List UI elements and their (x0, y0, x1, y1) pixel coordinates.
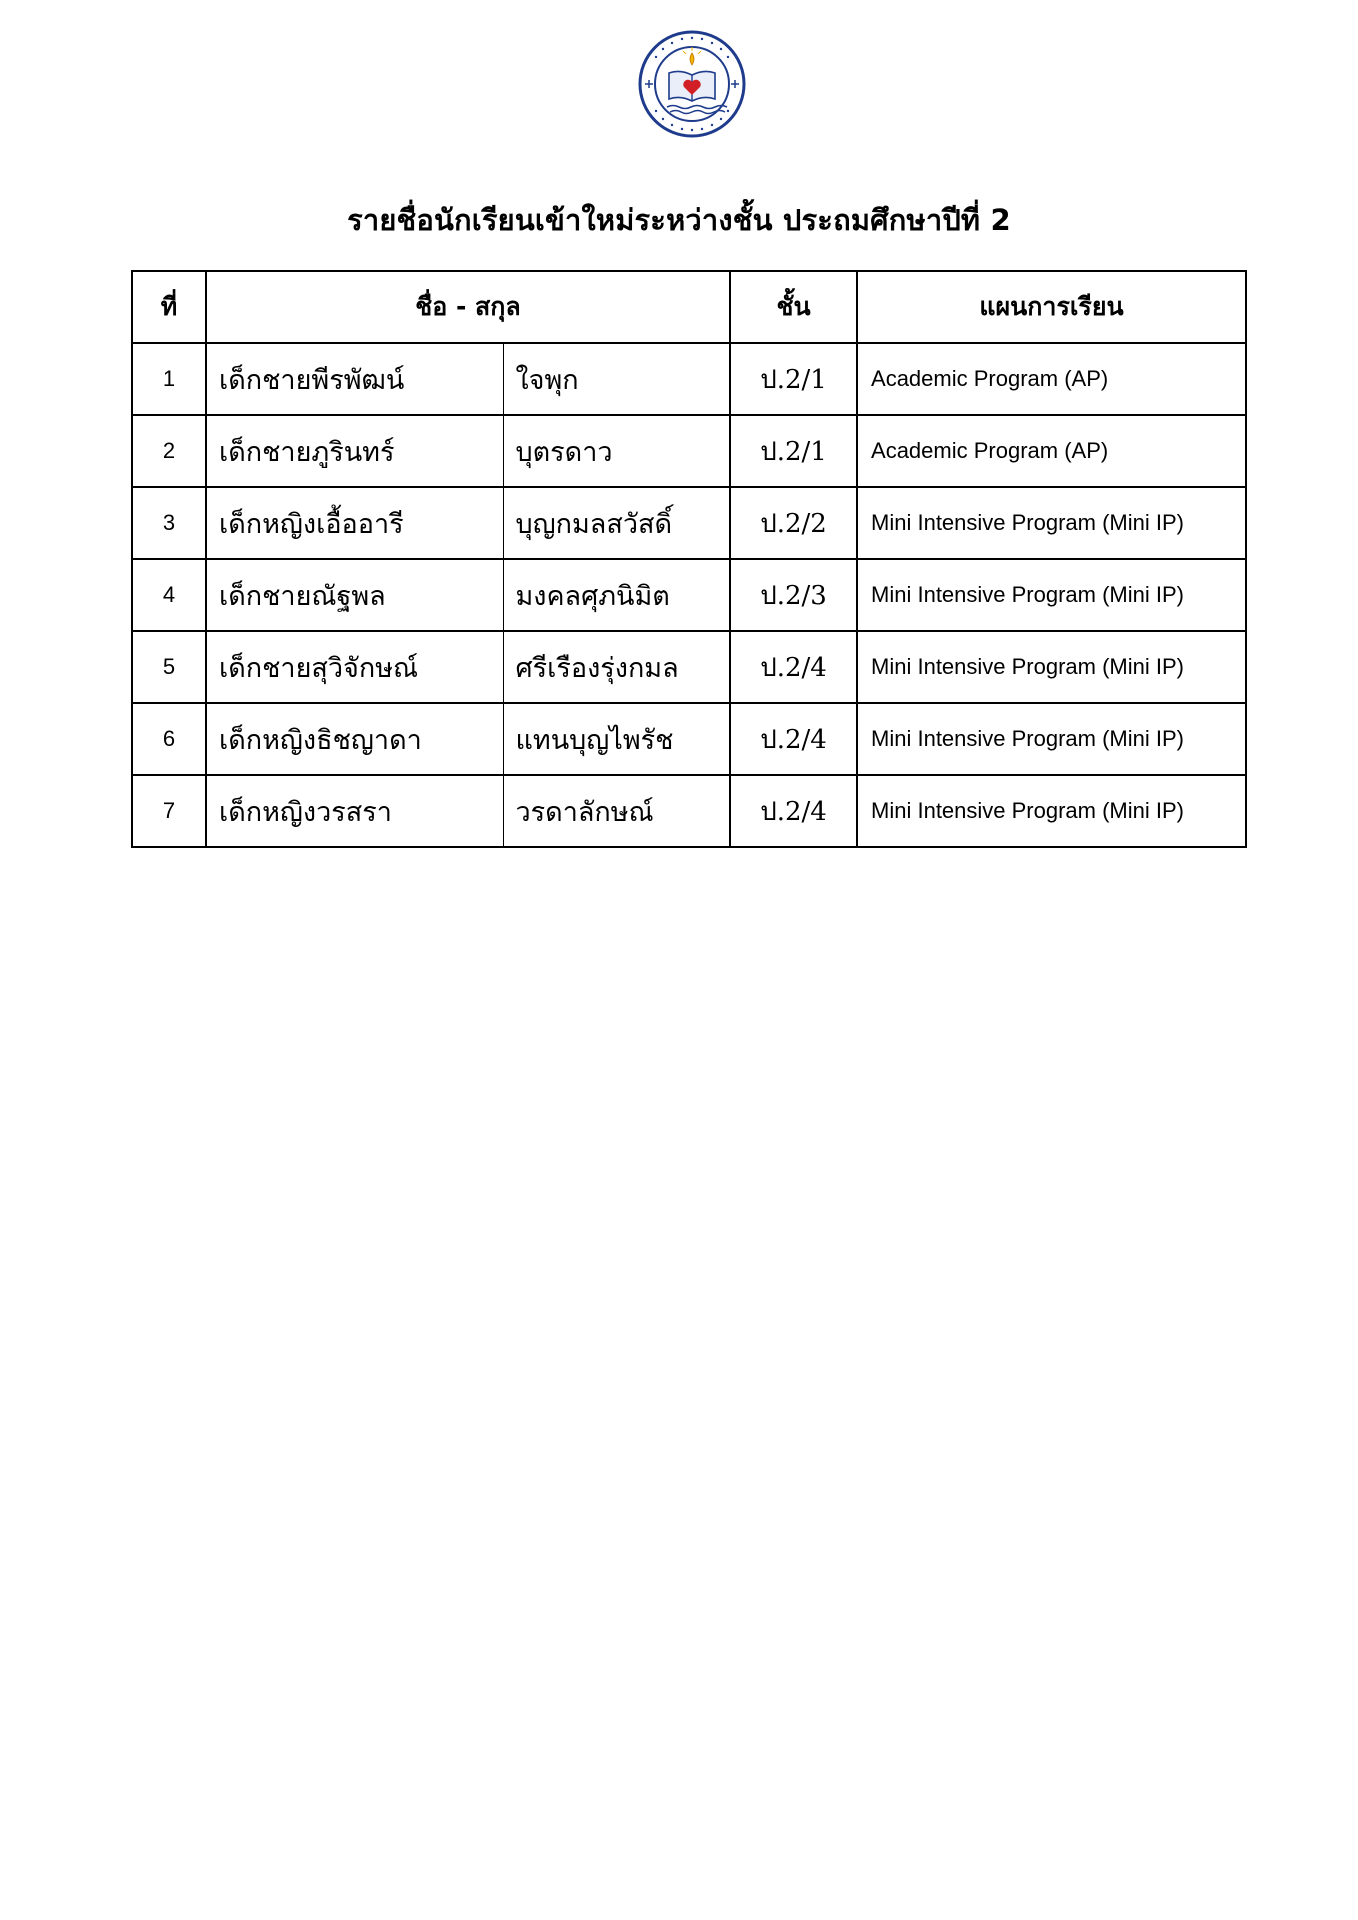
header-plan: แผนการเรียน (857, 271, 1246, 343)
row-class: ป.2/4 (730, 631, 857, 703)
row-number: 7 (132, 775, 206, 847)
table-row (132, 487, 1246, 559)
row-number: 5 (132, 631, 206, 703)
table-header-row (132, 271, 1246, 343)
row-last-name: บุญกมลสวัสดิ์ (503, 487, 730, 559)
row-first-name: เด็กหญิงธิชญาดา (206, 703, 503, 775)
row-first-name: เด็กหญิงเอื้ออารี (206, 487, 503, 559)
row-class: ป.2/1 (730, 343, 857, 415)
table-row (132, 631, 1246, 703)
table-row (132, 343, 1246, 415)
row-class: ป.2/4 (730, 703, 857, 775)
row-number: 3 (132, 487, 206, 559)
header-class: ชั้น (730, 271, 857, 343)
row-last-name: มงคลศุภนิมิต (503, 559, 730, 631)
page-title: รายชื่อนักเรียนเข้าใหม่ระหว่างชั้น ประถมศึกษาปีที่ 2 (347, 203, 1011, 237)
row-last-name: บุตรดาว (503, 415, 730, 487)
row-class: ป.2/4 (730, 775, 857, 847)
row-plan: Mini Intensive Program (Mini IP) (857, 775, 1246, 847)
row-first-name: เด็กหญิงวรสรา (206, 775, 503, 847)
row-number: 1 (132, 343, 206, 415)
header-number: ที่ (132, 271, 206, 343)
row-first-name: เด็กชายภูรินทร์ (206, 415, 503, 487)
row-class: ป.2/3 (730, 559, 857, 631)
row-last-name: ใจพุก (503, 343, 730, 415)
row-plan: Mini Intensive Program (Mini IP) (857, 631, 1246, 703)
row-number: 4 (132, 559, 206, 631)
row-first-name: เด็กชายณัฐพล (206, 559, 503, 631)
table-row (132, 415, 1246, 487)
table-row (132, 775, 1246, 847)
row-plan: Mini Intensive Program (Mini IP) (857, 487, 1246, 559)
row-first-name: เด็กชายพีรพัฒน์ (206, 343, 503, 415)
row-last-name: วรดาลักษณ์ (503, 775, 730, 847)
row-plan: Mini Intensive Program (Mini IP) (857, 703, 1246, 775)
row-class: ป.2/2 (730, 487, 857, 559)
row-number: 2 (132, 415, 206, 487)
header-name: ชื่อ - สกุล (206, 271, 730, 343)
row-plan: Mini Intensive Program (Mini IP) (857, 559, 1246, 631)
row-last-name: แทนบุญไพรัช (503, 703, 730, 775)
row-class: ป.2/1 (730, 415, 857, 487)
row-plan: Academic Program (AP) (857, 343, 1246, 415)
student-roster-table (131, 270, 1247, 848)
row-number: 6 (132, 703, 206, 775)
row-plan: Academic Program (AP) (857, 415, 1246, 487)
row-last-name: ศรีเรืองรุ่งกมล (503, 631, 730, 703)
school-emblem-logo (637, 29, 747, 139)
table-row (132, 559, 1246, 631)
row-first-name: เด็กชายสุวิจักษณ์ (206, 631, 503, 703)
table-row (132, 703, 1246, 775)
